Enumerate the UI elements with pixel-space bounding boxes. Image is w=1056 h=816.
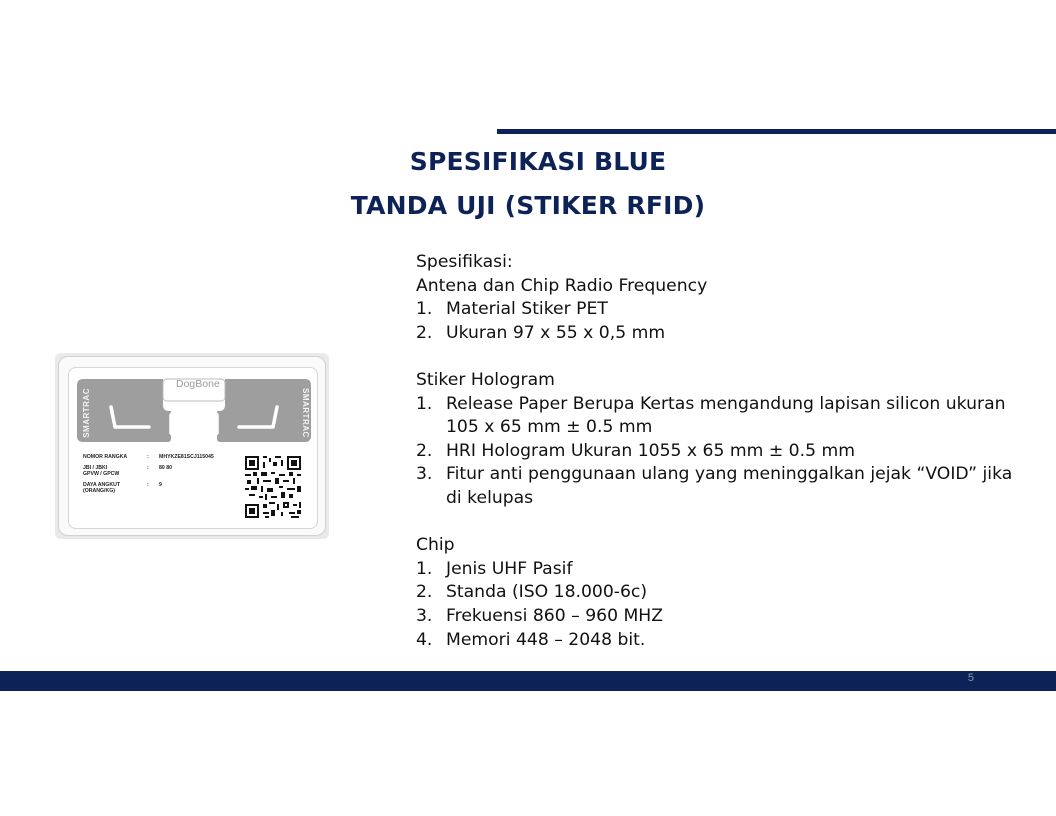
- qr-code-icon: [245, 456, 301, 518]
- list-text: Ukuran 97 x 55 x 0,5 mm: [446, 322, 666, 343]
- list-item: [416, 463, 1026, 510]
- list-item: [416, 558, 1026, 582]
- spec-intro: Antena dan Chip Radio Frequency: [416, 275, 708, 296]
- list-item: [416, 629, 1026, 653]
- hologram-heading: Stiker Hologram: [416, 369, 555, 390]
- field-label: NOMOR RANGKA: [83, 454, 128, 460]
- list-item: [416, 581, 1026, 605]
- list-text: Fitur anti penggunaan ulang yang meninggalkan jejak “VOID” jika di kelupas: [446, 464, 1013, 508]
- spec-heading: Spesifikasi:: [416, 252, 513, 272]
- sticker-card: [58, 356, 326, 536]
- rfid-sticker-image: [55, 353, 329, 539]
- list-text: Frekuensi 860 – 960 MHZ: [446, 605, 663, 626]
- brand-label-right: SMARTRAC: [301, 388, 310, 438]
- list-number: 2.: [416, 440, 433, 461]
- list-item: [416, 298, 1026, 322]
- field-row: [83, 454, 214, 460]
- field-value: 80 80: [159, 465, 172, 471]
- list-item: [416, 322, 1026, 346]
- list-text: HRI Hologram Ukuran 1055 x 65 mm ± 0.5 mm: [446, 440, 855, 461]
- list-number: 1.: [416, 558, 433, 579]
- chip-heading: Chip: [416, 535, 455, 556]
- brand-label-left: SMARTRAC: [82, 388, 91, 438]
- list-text: Standa (ISO 18.000-6c): [446, 582, 648, 603]
- list-number: 1.: [416, 393, 433, 414]
- specification-text: [416, 251, 1026, 652]
- sticker-label: [68, 367, 318, 529]
- list-item: [416, 393, 1026, 440]
- field-row: [83, 465, 214, 477]
- field-value: MHYKZE81SCJ115045: [159, 454, 214, 460]
- list-number: 2.: [416, 582, 433, 603]
- list-number: 2.: [416, 322, 433, 343]
- field-row: [83, 482, 214, 494]
- list-number: 3.: [416, 464, 433, 485]
- list-text: Release Paper Berupa Kertas mengandung lapisan silicon ukuran 105 x 65 mm ± 0.5 mm: [446, 393, 1006, 438]
- field-separator: :: [147, 482, 149, 488]
- field-label: DAYA ANGKUT (ORANG/KG): [83, 482, 120, 494]
- footer-bar: [0, 671, 1056, 691]
- sticker-fields: [83, 454, 214, 499]
- page-number: 5: [967, 672, 974, 684]
- field-separator: :: [147, 454, 149, 460]
- list-text: Memori 448 – 2048 bit.: [446, 629, 646, 650]
- slide-title-line1: SPESIFIKASI BLUE: [409, 147, 667, 176]
- list-number: 1.: [416, 299, 433, 320]
- field-separator: :: [147, 465, 149, 471]
- list-text: Jenis UHF Pasif: [446, 558, 573, 579]
- field-value: 9: [159, 482, 162, 488]
- list-text: Material Stiker PET: [446, 299, 608, 320]
- list-number: 3.: [416, 605, 433, 626]
- field-label: JBI / JBKI GPVW / GPCW: [83, 465, 120, 477]
- list-number: 4.: [416, 629, 433, 650]
- list-item: [416, 440, 1026, 464]
- slide-title-line2: TANDA UJI (STIKER RFID): [350, 191, 706, 220]
- model-label: DogBone: [176, 378, 220, 390]
- list-item: [416, 605, 1026, 629]
- top-accent-rule: [497, 129, 1056, 134]
